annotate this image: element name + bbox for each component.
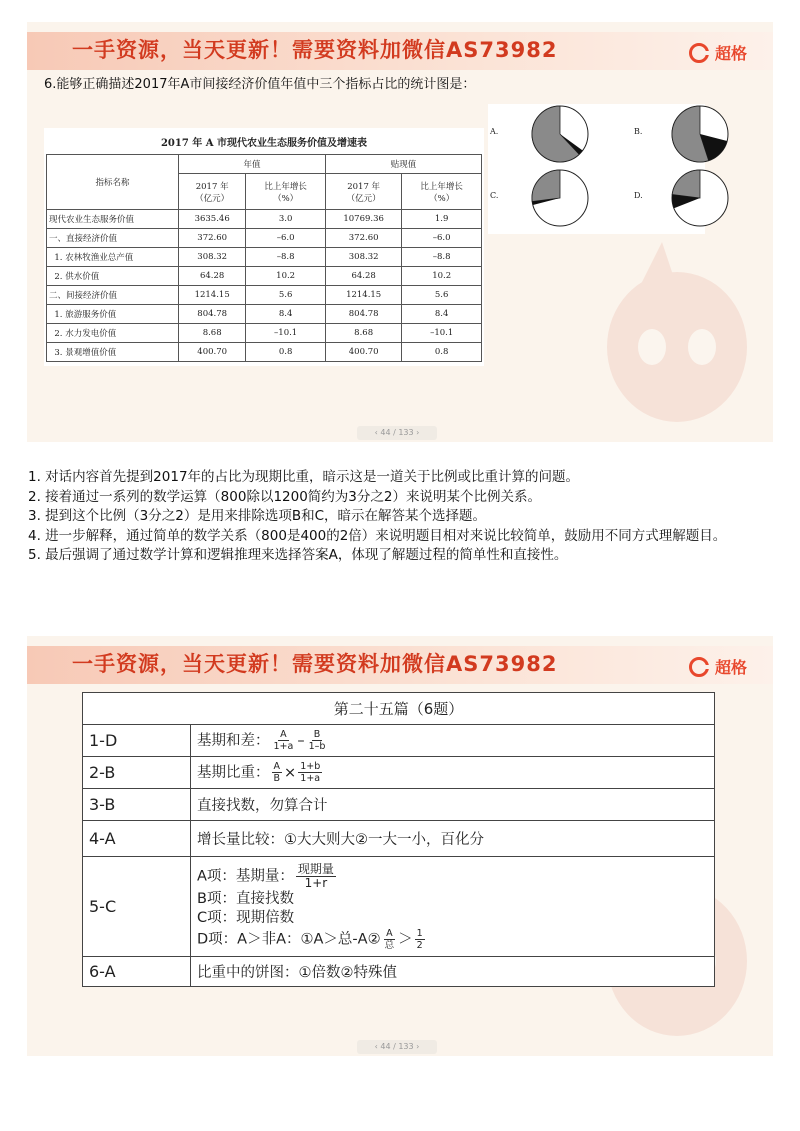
pie-chart [528, 166, 592, 230]
cell-value: 372.60 [325, 229, 401, 248]
answer-key: 1-D [83, 725, 191, 757]
page-indicator[interactable]: ‹ 44 / 133 › [357, 1040, 437, 1054]
answer-explanation: A项：基期量： $\frac{\text{现期量}}{1+r}$ B项：直接找数 C项：现期倍数 D项：A＞非A：①A＞总-A② $\frac{A}{\text{总}}$ ＞ $\frac{1}{2}$ [191, 857, 715, 957]
answer-key: 3-B [83, 789, 191, 821]
note-item: 4. 进一步解释，通过简单的数学关系（800是400的2倍）来说明题目相对来说比较简单，鼓励用不同方式理解题目。 [28, 527, 727, 544]
pie-option-label: C. [490, 191, 499, 200]
cell-value: 10.2 [402, 267, 482, 286]
cell-value: 372.60 [179, 229, 246, 248]
data-table [44, 128, 484, 366]
cell-value: 5.6 [402, 286, 482, 305]
answer-table-title: 第二十五篇（6题） [83, 693, 715, 725]
pie-option-label: A. [490, 127, 499, 136]
answer-explanation: 比重中的饼图：①倍数②特殊值 [191, 957, 715, 987]
pie-option-label: B. [634, 127, 643, 136]
table-row [47, 229, 482, 248]
cell-value: –8.8 [402, 248, 482, 267]
answer-explanation: 直接找数，勿算合计 [191, 789, 715, 821]
logo [689, 41, 747, 64]
row-name: 1. 农林牧渔业总产值 [47, 248, 179, 267]
pie-chart [668, 102, 732, 166]
note-item: 3. 提到这个比例（3分之2）是用来排除选项B和C，暗示在解答某个选择题。 [28, 508, 487, 524]
cell-value: –10.1 [246, 324, 326, 343]
note-item: 1. 对话内容首先提到2017年的占比为现期比重，暗示这是一道关于比例或比重计算的问题。 [28, 469, 580, 485]
table-row [47, 305, 482, 324]
slide-question [27, 22, 773, 442]
pie-slice-gray [672, 170, 700, 198]
header-group2: 贴现值 [325, 155, 481, 174]
cell-value: 10769.36 [325, 210, 401, 229]
cell-value: –6.0 [402, 229, 482, 248]
table-row [47, 343, 482, 362]
logo-text: 超格 [714, 44, 747, 63]
note-item: 5. 最后强调了通过数学计算和逻辑推理来选择答案A，体现了解题过程的简单性和直接性。 [28, 547, 568, 563]
header-col2: 比上年增长 （%） [246, 174, 326, 210]
answer-key: 2-B [83, 757, 191, 789]
cell-value: 308.32 [325, 248, 401, 267]
answer-explanation: 基期比重： $\frac{A}{B}$ × $\frac{1+b}{1+a}$ [191, 757, 715, 789]
header-col3: 2017 年 （亿元） [325, 174, 401, 210]
cell-value: 8.68 [179, 324, 246, 343]
brand-g-icon [689, 657, 709, 677]
answer-table [82, 692, 715, 987]
pie-chart [528, 102, 592, 166]
cell-value: 400.70 [179, 343, 246, 362]
cell-value: 1.9 [402, 210, 482, 229]
cell-value: –6.0 [246, 229, 326, 248]
cell-value: –8.8 [246, 248, 326, 267]
cell-value: 0.8 [402, 343, 482, 362]
cell-value: 804.78 [179, 305, 246, 324]
row-name: 2. 供水价值 [47, 267, 179, 286]
cell-value: –10.1 [402, 324, 482, 343]
row-name: 2. 水力发电价值 [47, 324, 179, 343]
row-name: 1. 旅游服务价值 [47, 305, 179, 324]
data-table-title: 2017 年 A 市现代农业生态服务价值及增速表 [160, 138, 368, 149]
row-name: 现代农业生态服务价值 [47, 210, 179, 229]
banner-text: 一手资源，当天更新！需要资料加微信AS73982 [72, 38, 558, 62]
cell-value: 8.4 [246, 305, 326, 324]
cell-value: 0.8 [246, 343, 326, 362]
cell-value: 8.4 [402, 305, 482, 324]
cell-value: 400.70 [325, 343, 401, 362]
page-indicator[interactable]: ‹ 44 / 133 › [357, 426, 437, 440]
cell-value: 8.68 [325, 324, 401, 343]
cell-value: 1214.15 [325, 286, 401, 305]
header-name: 指标名称 [47, 155, 179, 210]
cell-value: 64.28 [179, 267, 246, 286]
pie-slice-gray [532, 170, 560, 202]
cell-value: 3635.46 [179, 210, 246, 229]
cell-value: 3.0 [246, 210, 326, 229]
logo-text: 超格 [714, 658, 747, 677]
header-col1: 2017 年 （亿元） [179, 174, 246, 210]
table-row [47, 248, 482, 267]
value-table [46, 154, 482, 362]
table-row [47, 267, 482, 286]
header-group1: 年值 [179, 155, 326, 174]
table-row [47, 210, 482, 229]
notes-list [28, 468, 778, 566]
cell-value: 5.6 [246, 286, 326, 305]
brand-g-icon [689, 43, 709, 63]
banner [27, 32, 773, 70]
cell-value: 10.2 [246, 267, 326, 286]
banner-text: 一手资源，当天更新！需要资料加微信AS73982 [72, 652, 558, 676]
row-name: 二、间接经济价值 [47, 286, 179, 305]
note-item: 2. 接着通过一系列的数学运算（800除以1200简约为3分之2）来说明某个比例关系。 [28, 488, 541, 505]
answer-explanation: 基期和差： $\frac{A}{1+a}$ – $\frac{B}{1-b}$ [191, 725, 715, 757]
pie-option-label: D. [634, 191, 643, 200]
answer-explanation: 增长量比较：①大大则大②一大一小，百化分 [191, 821, 715, 857]
question-text: 6.能够正确描述2017年A市间接经济价值年值中三个指标占比的统计图是： [44, 77, 476, 92]
banner [27, 646, 773, 684]
table-row [47, 324, 482, 343]
mascot-watermark [582, 237, 772, 437]
row-name: 一、直接经济价值 [47, 229, 179, 248]
header-col4: 比上年增长 （%） [402, 174, 482, 210]
pie-chart [668, 166, 732, 230]
row-name: 3. 景观增值价值 [47, 343, 179, 362]
cell-value: 1214.15 [179, 286, 246, 305]
answer-key: 4-A [83, 821, 191, 857]
pie-options [488, 104, 705, 234]
answer-key: 6-A [83, 957, 191, 987]
table-row [47, 286, 482, 305]
cell-value: 64.28 [325, 267, 401, 286]
answer-key: 5-C [83, 857, 191, 957]
slide-answers [27, 636, 773, 1056]
cell-value: 308.32 [179, 248, 246, 267]
logo [689, 655, 747, 678]
cell-value: 804.78 [325, 305, 401, 324]
